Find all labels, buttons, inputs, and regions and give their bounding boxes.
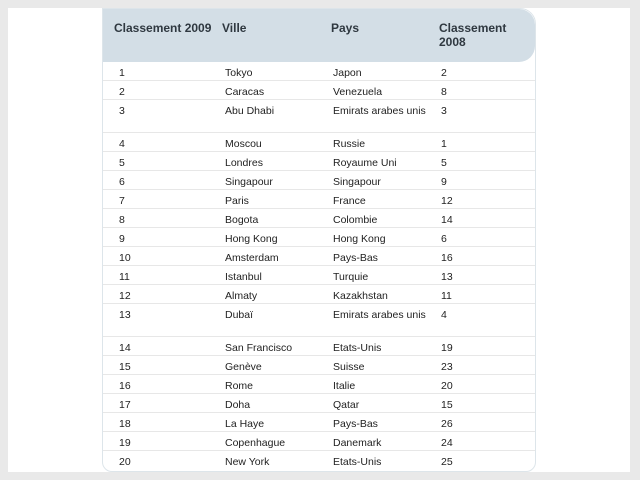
cell-city: Almaty [225,290,258,302]
cell-rank-2008: 23 [441,361,453,373]
cell-rank-2008: 24 [441,437,453,449]
cell-country: Italie [333,380,356,392]
table-row [103,171,535,190]
cell-city: Londres [225,157,263,169]
cell-country: Pays-Bas [333,418,378,430]
cell-country: Colombie [333,214,378,226]
cell-rank-2008: 1 [441,138,447,150]
cell-rank-2009: 19 [119,437,131,449]
cell-rank-2009: 14 [119,342,131,354]
cell-rank-2008: 16 [441,252,453,264]
table-row [103,285,535,304]
cell-country: Venezuela [333,86,383,98]
cell-rank-2009: 20 [119,456,131,468]
table-row [103,451,535,470]
cell-country: Etats-Unis [333,456,382,468]
cell-city: Copenhague [225,437,286,449]
table-row [103,266,535,285]
cell-rank-2009: 5 [119,157,125,169]
cell-rank-2009: 9 [119,233,125,245]
cell-rank-2008: 5 [441,157,447,169]
table-row [103,375,535,394]
cell-country: Hong Kong [333,233,386,245]
cell-city: Paris [225,195,249,207]
cell-rank-2009: 1 [119,67,125,79]
table-row [103,247,535,266]
cell-rank-2009: 13 [119,309,131,321]
cell-country: Danemark [333,437,382,449]
cell-country: Emirats arabes unis [333,105,426,117]
cell-country: Japon [333,67,362,79]
table-row [103,81,535,100]
cell-rank-2008: 4 [441,309,447,321]
cell-country: Suisse [333,361,365,373]
header-city: Ville [222,21,247,35]
cell-city: Moscou [225,138,262,150]
cell-rank-2008: 3 [441,105,447,117]
header-country: Pays [331,21,360,35]
cell-rank-2009: 2 [119,86,125,98]
cell-city: San Francisco [225,342,293,354]
table-row [103,228,535,247]
table-row [103,190,535,209]
cell-rank-2009: 3 [119,105,125,117]
cell-rank-2008: 2 [441,67,447,79]
cell-rank-2008: 25 [441,456,453,468]
cell-rank-2009: 6 [119,176,125,188]
table-row [103,337,535,356]
cell-country: France [333,195,366,207]
cell-country: Emirats arabes unis [333,309,426,321]
cell-city: Genève [225,361,262,373]
cell-rank-2008: 9 [441,176,447,188]
cell-city: Caracas [225,86,265,98]
table-row [103,356,535,375]
table-row [103,133,535,152]
cell-city: Tokyo [225,67,253,79]
cell-rank-2008: 12 [441,195,453,207]
cell-country: Pays-Bas [333,252,378,264]
table-row [103,432,535,451]
table-header [103,9,535,62]
header-rank-2009: Classement 2009 [114,21,212,35]
cell-rank-2009: 8 [119,214,125,226]
cell-city: La Haye [225,418,265,430]
cell-country: Turquie [333,271,369,283]
cell-rank-2009: 16 [119,380,131,392]
table-row [103,62,535,81]
cell-rank-2008: 8 [441,86,447,98]
cell-country: Qatar [333,399,360,411]
cell-rank-2008: 20 [441,380,453,392]
cell-city: Abu Dhabi [225,105,275,117]
cell-rank-2009: 4 [119,138,125,150]
cell-country: Russie [333,138,366,150]
cell-city: Dubaï [225,309,254,321]
cell-rank-2008: 15 [441,399,453,411]
cell-rank-2009: 11 [119,271,130,283]
cell-city: Singapour [225,176,273,188]
cell-country: Etats-Unis [333,342,382,354]
cell-city: Hong Kong [225,233,278,245]
cell-city: Bogota [225,214,259,226]
table-row [103,304,535,337]
cell-rank-2009: 12 [119,290,131,302]
cell-rank-2009: 15 [119,361,131,373]
cell-country: Kazakhstan [333,290,388,302]
cell-rank-2008: 19 [441,342,453,354]
cell-city: Amsterdam [225,252,279,264]
table-row [103,100,535,133]
cell-rank-2009: 10 [119,252,131,264]
table-row [103,394,535,413]
cell-rank-2009: 17 [119,399,131,411]
cell-rank-2008: 14 [441,214,453,226]
header-rank-2008: Classement 2008 [439,21,507,49]
table-row [103,209,535,228]
cell-city: Istanbul [225,271,262,283]
cell-rank-2009: 18 [119,418,131,430]
ranking-table [102,8,536,472]
page [8,8,630,472]
cell-city: Doha [225,399,251,411]
cell-rank-2008: 11 [441,290,452,302]
table-body [103,62,535,470]
table-row [103,152,535,171]
cell-city: New York [225,456,270,468]
cell-rank-2008: 13 [441,271,453,283]
cell-country: Singapour [333,176,381,188]
cell-rank-2008: 26 [441,418,453,430]
cell-rank-2009: 7 [119,195,125,207]
cell-rank-2008: 6 [441,233,447,245]
table-row [103,413,535,432]
cell-country: Royaume Uni [333,157,397,169]
cell-city: Rome [225,380,254,392]
